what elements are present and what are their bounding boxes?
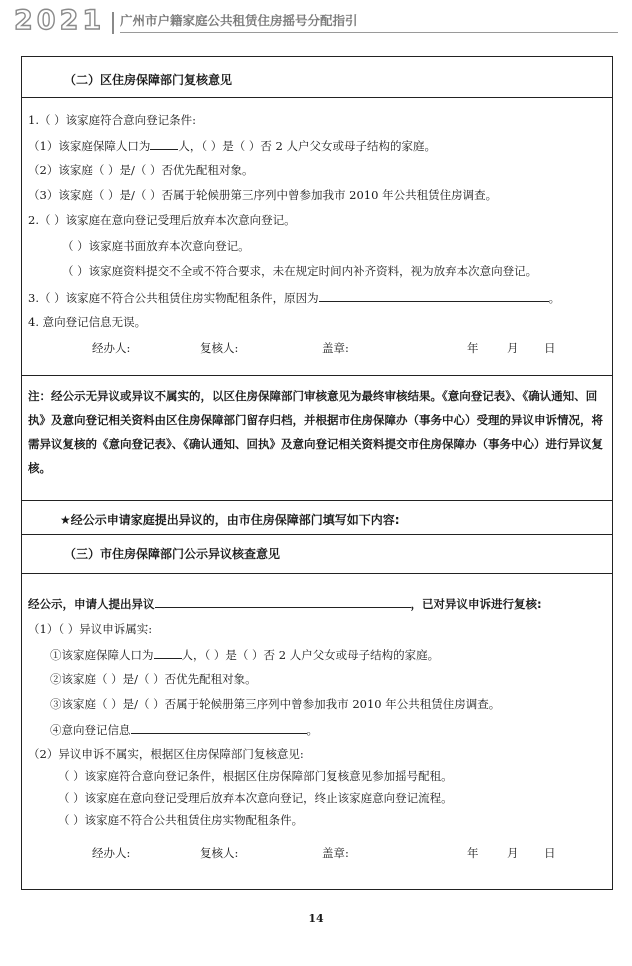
section2-title: （二）区住房保障部门复核意见 — [64, 73, 233, 87]
reason-blank[interactable] — [319, 289, 549, 302]
section2-reviewer: 复核人: — [200, 341, 239, 355]
star-note-rule — [22, 534, 612, 535]
section3-title-rule — [22, 573, 612, 574]
header-rule — [120, 32, 618, 33]
section2-line-1c: （3）该家庭（ ）是/（ ）否属于轮候册第三序列中曾参加我市 2010 年公共租赁住房调查。 — [28, 188, 498, 202]
section3-line-1d-post: 。 — [306, 723, 318, 737]
registration-info-blank[interactable] — [131, 721, 307, 734]
section2-seal: 盖章: — [322, 341, 349, 355]
section3-line-1b: ②该家庭（ ）是/（ ）否优先配租对象。 — [50, 672, 257, 686]
section3-line-2c: （ ）该家庭不符合公共租赁住房实物配租条件。 — [58, 813, 304, 827]
section3-seal: 盖章: — [322, 846, 349, 860]
section3-line-1c: ③该家庭（ ）是/（ ）否属于轮候册第三序列中曾参加我市 2010 年公共租赁住房调查。 — [50, 697, 501, 711]
section3-people-count-blank[interactable] — [154, 646, 182, 659]
section2-line-3-post: 。 — [548, 291, 561, 305]
section3-reviewer: 复核人: — [200, 846, 239, 860]
page-number: 14 — [308, 912, 324, 925]
section3-intro — [28, 595, 542, 612]
note-top-rule — [22, 375, 612, 376]
section2-line-1: 1.（ ）该家庭符合意向登记条件: — [28, 113, 197, 127]
section3-handler: 经办人: — [92, 846, 131, 860]
section3-line-1d — [50, 721, 318, 738]
header-year: 2021 — [14, 5, 106, 36]
review-note: 注：经公示无异议或异议不属实的，以区住房保障部门审核意见为最终审核结果。《意向登记表》、《确认通知、回执》及意向登记相关资料由区住房保障部门留存归档，并根据市住房保障办（事务中心）受理的异议申诉情况，将需异议复核的《意向登记表》、《确认通知、回执》及意向登记相关资料提交市住房保障办（事务中心）进行异议复核。 — [28, 389, 603, 475]
section3-intro-post: ，已对异议申诉进行复核: — [410, 597, 542, 611]
section2-line-1a — [28, 137, 436, 154]
section2-line-1b: （2）该家庭（ ）是/（ ）否优先配租对象。 — [28, 163, 254, 177]
section3-line-1d-pre: ④意向登记信息 — [50, 723, 131, 737]
section2-line-2: 2.（ ）该家庭在意向登记受理后放弃本次意向登记。 — [28, 213, 296, 227]
section2-month: 月 — [507, 341, 519, 355]
section3-line-1a — [50, 646, 439, 663]
page-header — [14, 6, 618, 36]
section2-line-3 — [28, 289, 560, 306]
header-divider — [112, 12, 114, 34]
section3-line-2: （2）异议申诉不属实，根据区住房保障部门复核意见: — [28, 747, 304, 761]
section3-month: 月 — [507, 846, 519, 860]
header-title: 广州市户籍家庭公共租赁住房摇号分配指引 — [120, 13, 358, 28]
section2-year: 年 — [467, 341, 479, 355]
note-bottom-rule — [22, 500, 612, 501]
section2-line-4: 4. 意向登记信息无误。 — [28, 315, 147, 329]
section3-line-1: （1）（ ）异议申诉属实: — [28, 622, 153, 636]
people-count-blank[interactable] — [150, 137, 178, 150]
section3-year: 年 — [467, 846, 479, 860]
section2-day: 日 — [544, 341, 556, 355]
section2-line-1a-post: 人，（ ）是（ ）否 2 人户父女或母子结构的家庭。 — [178, 139, 437, 153]
section2-title-rule — [22, 97, 612, 98]
section2-line-2b: （ ）该家庭资料提交不全或不符合要求，未在规定时间内补齐资料，视为放弃本次意向登记。 — [62, 264, 538, 278]
section2-line-2a: （ ）该家庭书面放弃本次意向登记。 — [62, 239, 250, 253]
section2-line-3-pre: 3.（ ）该家庭不符合公共租赁住房实物配租条件，原因为 — [28, 291, 319, 305]
form-frame — [21, 56, 613, 890]
star-note: ★经公示申请家庭提出异议的，由市住房保障部门填写如下内容: — [60, 513, 400, 527]
objection-blank[interactable] — [155, 595, 411, 608]
section2-line-1a-pre: （1）该家庭保障人口为 — [28, 139, 151, 153]
section3-line-2a: （ ）该家庭符合意向登记条件，根据区住房保障部门复核意见参加摇号配租。 — [58, 769, 453, 783]
section3-title: （三）市住房保障部门公示异议核查意见 — [64, 547, 281, 561]
section3-line-1a-pre: ①该家庭保障人口为 — [50, 648, 154, 662]
section2-handler: 经办人: — [92, 341, 131, 355]
section3-intro-pre: 经公示，申请人提出异议 — [28, 597, 155, 611]
section3-day: 日 — [544, 846, 556, 860]
section3-line-1a-post: 人，（ ）是（ ）否 2 人户父女或母子结构的家庭。 — [181, 648, 440, 662]
section3-line-2b: （ ）该家庭在意向登记受理后放弃本次意向登记，终止该家庭意向登记流程。 — [58, 791, 453, 805]
